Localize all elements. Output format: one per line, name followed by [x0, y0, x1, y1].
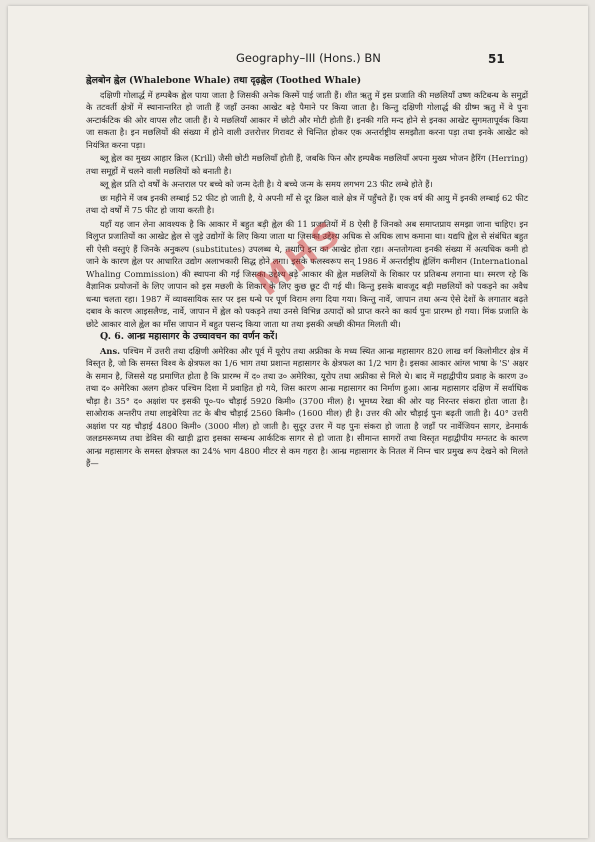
- watermark-stamp: MHS: [248, 211, 352, 305]
- answer-paragraph: [86, 345, 528, 470]
- question-label: Q. 6.: [100, 331, 125, 342]
- paragraph: दक्षिणी गोलार्द्ध में हम्पबैक ह्वेल पाया जाता है जिसकी अनेक किस्में पाई जाती हैं। शीत ऋतु में इस प्रजाति की मछलियाँ उष्ण कटिबन्ध के समुद्रों के तटवर्ती क्षेत्रों में स्थानान्तरित हो जाती हैं जहाँ उनका आखेट बड़े पैमाने पर किया जाता है। किन्तु दक्षिणी गोलार्द्ध की ग्रीष्म ऋतु में वे पुनः अन्टार्कटिक की ओर वापस लौट जाती हैं। ये मछलियाँ आकार में छोटी और मोटी होती हैं। इनकी गति मन्द होने से इनका आखेट सुगमतापूर्वक किया जा सकता है। इन मछलियों की संख्या में होने वाली उत्तरोत्तर गिरावट से चिन्तित होकर एक अन्तर्राष्ट्रीय समझौता करना पड़ा तथा इनके आखेट को नियंत्रित करना पड़ा।: [86, 89, 528, 150]
- page-body: [86, 74, 528, 471]
- running-title: Geography–III (Hons.) BN: [236, 51, 381, 65]
- section-heading: ह्वेलबोन ह्वेल (Whalebone Whale) तथा दृढ़ह्वेल (Toothed Whale): [86, 75, 362, 86]
- paragraph: ब्लू ह्वेल प्रति दो वर्षों के अन्तराल पर बच्चे को जन्म देती है। ये बच्चे जन्म के समय लगभग 23 फीट लम्बे होते हैं।: [100, 179, 433, 189]
- paragraph: यहाँ यह जान लेना आवश्यक है कि आकार में बहुत बड़ी ह्वेल की 11 प्रजातियों में 8 ऐसी हैं जिनको अब समाप्तप्राय समझा जाना चाहिए। इन विलुप्त प्रजातियों का आखेट ह्वेल से जुड़े उद्योगों के लिए किया जाता था जिसका उद्देश्य अधिक से अधिक लाभ कमाना था। यद्यपि ह्वेल से संबंधित बहुत सी ऐसी वस्तुएं हैं जिनके अनुकल्प (substitutes) उपलब्ध थे, तथापि इन का आखेट होता रहा। अन्ततोगत्वा इनकी संख्या में अत्यधिक कमी हो जाने के कारण ह्वेल पर आधारित उद्योग अलाभकारी सिद्ध होने लगा। इसके फलस्वरूप सन् 1986 में अन्तर्राष्ट्रीय ह्वेलिंग कमीशन (International Whaling Commission) की स्थापना की गई जिसका उद्देश्य बड़े आकार की ह्वेल मछलियों के शिकार पर प्रतिबन्ध लगाना था। स्मरण रहे कि वैज्ञानिक प्रयोजनों के लिए जापान को इस मछली के शिकार के लिए कुछ छूट दी गई थी। किन्तु इसके बावजूद बड़ी मछलियों को पकड़ने का अवैध धन्धा चलता रहा। 1987 में व्यावसायिक स्तर पर इस धन्धे पर पूर्ण विराम लगा दिया गया। किन्तु नार्वे, जापान तथा अन्य ऐसे देशों के लगातार बढ़ते दबाव के कारण आइसलैण्ड, नार्वे, जापान में ह्वेल को पकड़ने तथा उनसे विभिन्न उत्पादों को प्राप्त करने का कार्य पुनः प्रारम्भ हो गया। मिंक प्रजाति के छोटे आकार वाले ह्वेल का माँस जापान में बहुत पसन्द किया जाता था तथा इसकी अच्छी कीमत मिलती थी।: [86, 218, 528, 329]
- document-page: [8, 6, 588, 838]
- paragraph: छः महीने में जब इनकी लम्बाई 52 फीट हो जाती है, ये अपनी माँ से दूर क्रिल वाले क्षेत्र में पहुँचते हैं। एक वर्ष की आयु में इनकी लम्बाई 62 फीट तथा दो वर्षों में 75 फीट हो जाया करती है।: [86, 192, 528, 215]
- answer-label: Ans.: [100, 345, 121, 356]
- question-text: आन्ध्र महासागर के उच्चावचन का वर्णन करें।: [127, 331, 278, 342]
- answer-text: पश्चिम में उत्तरी तथा दक्षिणी अमेरिका और पूर्व में यूरोप तथा अफ्रीका के मध्य स्थित आन्ध्र महासागर 820 लाख वर्ग किलोमीटर क्षेत्र में विस्तृत है, जो कि समस्त विश्व के क्षेत्रफल का 1/6 भाग तथा प्रशान्त महासागर के क्षेत्रफल का 1/2 भाग है। इसका आकार आंग्ल भाषा के 'S' अक्षर के समान है, जिससे यह प्रमाणित होता है कि प्रारम्भ में द० तथा उ० अमेरिका, यूरोप तथा अफ्रीका से मिले थे। बाद में महाद्वीपीय प्रवाह के कारण उ० तथा द० अमेरिका अलग होकर पश्चिम दिशा में प्रवाहित हो गये, जिस कारण आन्ध्र महासागर का निर्माण हुआ। आन्ध्र महासागर दक्षिण में सर्वाधिक चौड़ा है। 35° द० अक्षांश पर इसकी पू०-प० चौड़ाई 5920 किमी० (3700 मील) है। भूमध्य रेखा की ओर यह निरन्तर संकरा होता जाता है। साओराक अन्तरीप तथा लाइबेरिया तट के बीच चौड़ाई 2560 किमी० (1600 मील) ही है। उत्तर की ओर चौड़ाई पुनः बढ़ती जाती है। 40° उत्तरी अक्षांश पर यह चौड़ाई 4800 किमी० (3000 मील) हो जाती है। सुदूर उत्तर में यह पुनः संकरा हो जाता है जहाँ पर नार्वेजियन सागर, डेनमार्क जलडमरूमध्य तथा डेविस की खाड़ी द्वारा इसका सम्बन्ध आर्कटिक सागर से हो जाता है। सीमान्त सागरों तथा विस्तृत महाद्वीपीय मग्नतट के कारण आन्ध्र महासागर के समस्त क्षेत्रफल का 24% भाग 4800 मीटर से कम गहरा है। आन्ध्र महासागर के नितल में निम्न चार प्रमुख रूप देखने को मिलते हैं—: [86, 345, 528, 468]
- page-header: [8, 51, 588, 73]
- question: [86, 331, 528, 344]
- page-number: 51: [488, 52, 505, 66]
- paragraph: ब्लू ह्वेल का मुख्य आहार क्रिल (Krill) जैसी छोटी मछलियाँ होती हैं, जबकि फिन और हम्पबैक मछलियाँ अपना मुख्य भोजन हैरिंग (Herring) तथा समूहों में चलने वाली मछलियों को बनाती है।: [86, 153, 528, 176]
